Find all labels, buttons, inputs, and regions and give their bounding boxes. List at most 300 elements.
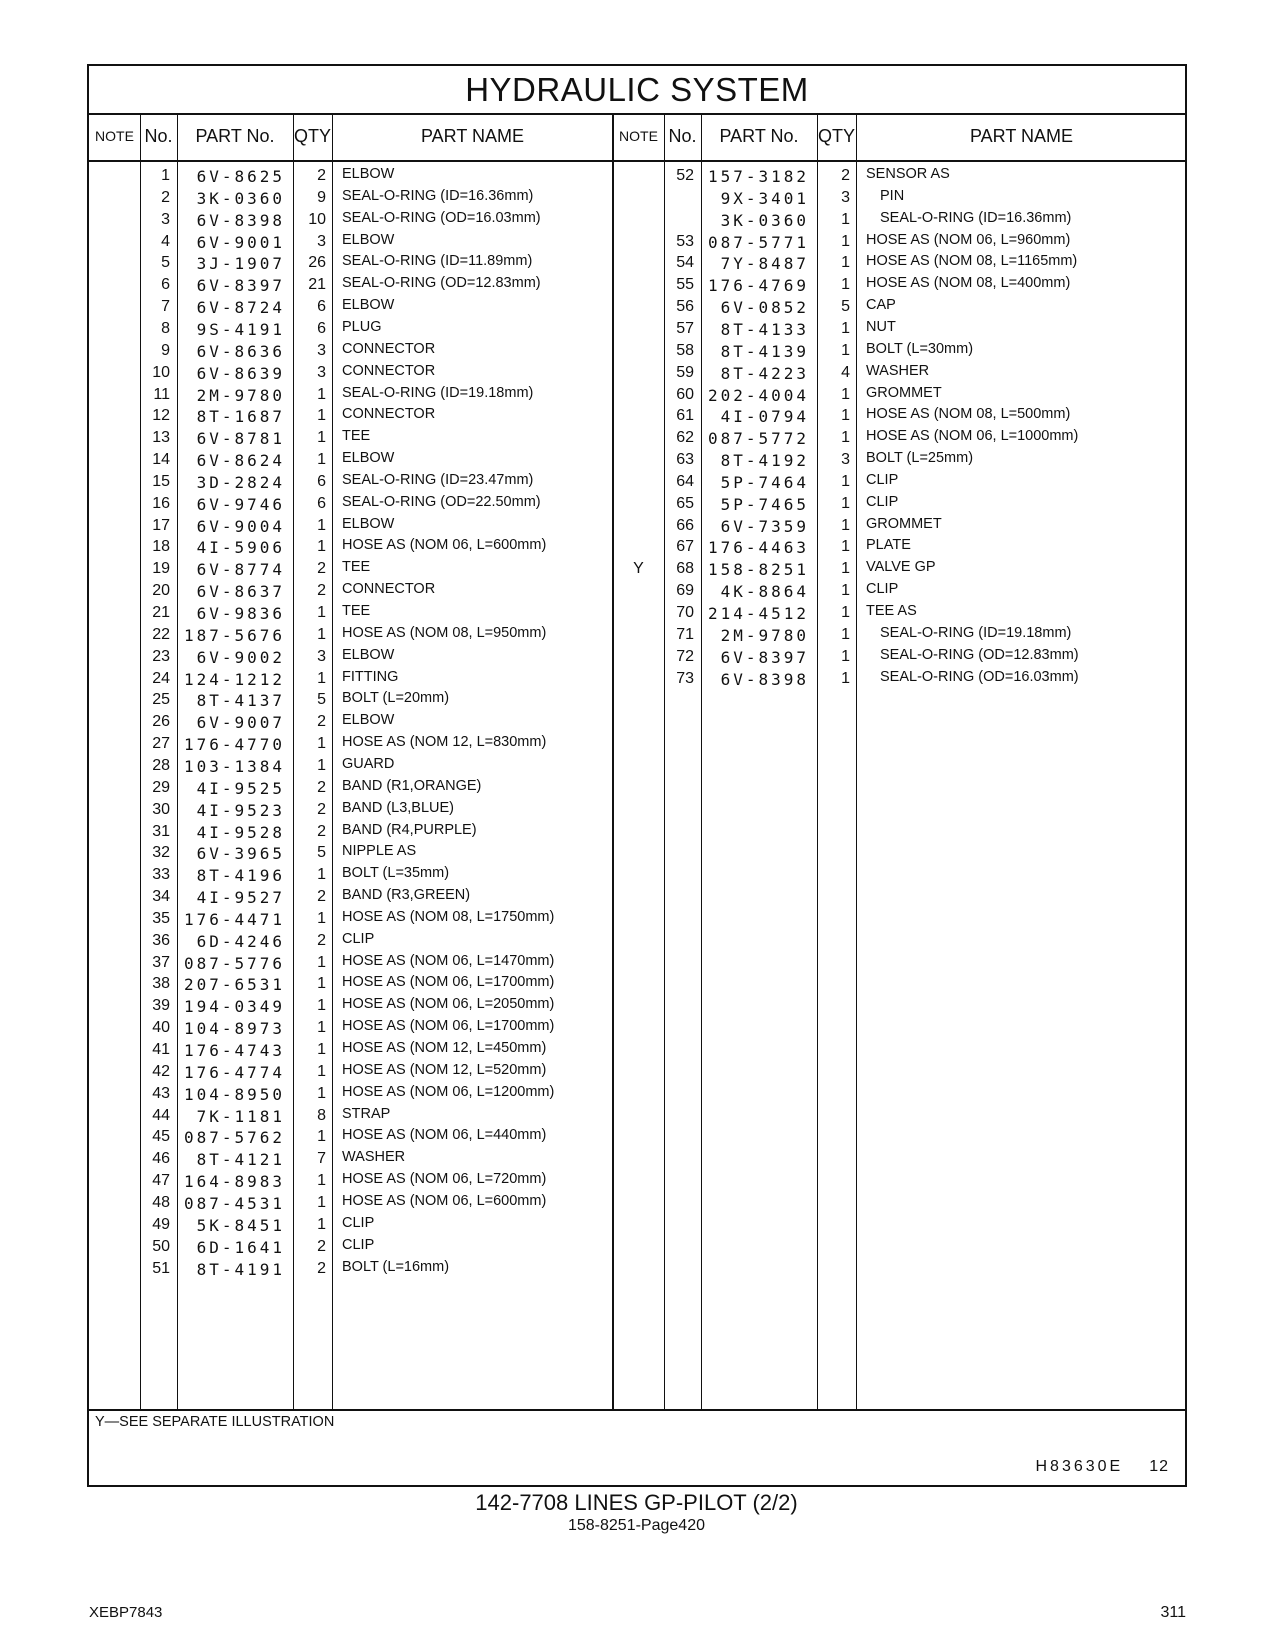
quantity: 1: [841, 254, 850, 272]
part-number: 6V-8724: [196, 298, 285, 318]
part-name: BAND (R1,ORANGE): [342, 777, 482, 794]
table-row: [89, 691, 613, 714]
part-number: 176-4471: [183, 909, 285, 929]
part-name: HOSE AS (NOM 06, L=2050mm): [342, 996, 555, 1013]
item-number: 51: [152, 1259, 170, 1277]
quantity: 1: [841, 319, 850, 337]
part-number: 087-5762: [183, 1128, 285, 1148]
part-name: BAND (L3,BLUE): [342, 799, 455, 816]
header-note-right: NOTE: [619, 128, 658, 144]
part-number: 6V-8637: [196, 582, 285, 602]
quantity: 1: [317, 975, 326, 993]
item-number: 50: [152, 1237, 170, 1255]
part-number: 3K-0360: [196, 188, 285, 208]
item-number: 53: [676, 232, 694, 250]
quantity: 6: [317, 298, 326, 316]
table-row: [613, 233, 1187, 256]
part-number: 176-4770: [183, 735, 285, 755]
part-number: 6V-8398: [196, 210, 285, 230]
item-number: 68: [676, 560, 694, 578]
quantity: 1: [317, 451, 326, 469]
item-number: 9: [161, 341, 170, 359]
part-name: BOLT (L=30mm): [866, 340, 974, 357]
item-number: 14: [152, 451, 170, 469]
part-name: HOSE AS (NOM 08, L=500mm): [866, 406, 1071, 423]
quantity: 1: [841, 210, 850, 228]
item-number: 8: [161, 319, 170, 337]
quantity: 1: [841, 385, 850, 403]
item-number: 40: [152, 1019, 170, 1037]
part-number: 214-4512: [707, 604, 809, 623]
part-number: 164-8983: [183, 1172, 285, 1192]
item-number: 29: [152, 778, 170, 796]
part-number: 124-1212: [183, 669, 285, 689]
part-number: 6V-9004: [196, 516, 285, 536]
item-number: 36: [152, 931, 170, 949]
table-row: [89, 407, 613, 430]
ref-code: H83630E: [1035, 1458, 1124, 1475]
part-number: 176-4463: [707, 538, 809, 558]
item-number: 27: [152, 735, 170, 753]
table-row: [89, 844, 613, 867]
part-number: 7Y-8487: [720, 254, 809, 274]
table-row: [89, 189, 613, 212]
item-number: 13: [152, 429, 170, 447]
table-row: [613, 582, 1187, 605]
quantity: 2: [841, 167, 850, 184]
part-name: PLUG: [342, 318, 382, 335]
table-row: [89, 932, 613, 955]
part-name: FITTING: [342, 668, 399, 685]
quantity: 1: [841, 494, 850, 512]
quantity: 1: [841, 429, 850, 447]
part-number: 4I-9528: [196, 822, 285, 842]
item-number: 61: [676, 407, 694, 425]
quantity: 1: [317, 1062, 326, 1080]
table-row: [89, 582, 613, 605]
part-number: 5K-8451: [196, 1215, 285, 1235]
part-name: GUARD: [342, 755, 395, 772]
quantity: 1: [841, 625, 850, 643]
item-number: 64: [676, 472, 694, 490]
part-number: 9S-4191: [196, 319, 285, 339]
part-number: 3K-0360: [720, 210, 809, 230]
part-name: HOSE AS (NOM 06, L=600mm): [342, 1192, 547, 1209]
table-row: [613, 276, 1187, 299]
table-row: [89, 670, 613, 693]
part-name: ELBOW: [342, 646, 395, 663]
item-number: 48: [152, 1193, 170, 1211]
quantity: 1: [317, 604, 326, 621]
item-number: 34: [152, 888, 170, 906]
part-name: HOSE AS (NOM 12, L=520mm): [342, 1061, 547, 1078]
part-number: 6V-8398: [720, 669, 809, 689]
header-qty-right: QTY: [817, 126, 855, 146]
table-row: [613, 648, 1187, 671]
item-number: 3: [161, 210, 170, 228]
table-row: [89, 364, 613, 387]
part-number: 4I-5906: [196, 538, 285, 558]
table-row: [613, 407, 1187, 430]
item-number: 72: [676, 647, 694, 665]
part-name: SEAL-O-RING (ID=19.18mm): [342, 384, 534, 401]
part-name: SEAL-O-RING (OD=22.50mm): [342, 493, 541, 510]
table-row: [89, 167, 613, 190]
item-number: 45: [152, 1128, 170, 1146]
quantity: 3: [841, 451, 850, 469]
part-name: TEE AS: [866, 603, 917, 619]
table-row: [89, 211, 613, 234]
part-number: 4I-9527: [196, 888, 285, 908]
part-number: 104-8950: [183, 1084, 285, 1104]
part-number: 6V-8625: [196, 167, 285, 186]
parts-table-frame: [87, 64, 1187, 1487]
table-row: [89, 626, 613, 649]
item-number: 23: [152, 647, 170, 665]
part-name: CLIP: [342, 1214, 375, 1231]
part-number: 207-6531: [183, 975, 285, 995]
table-row: [89, 1260, 613, 1283]
item-number: 21: [152, 604, 170, 621]
part-name: HOSE AS (NOM 08, L=950mm): [342, 624, 547, 641]
part-number: 6D-4246: [196, 931, 285, 951]
table-row: [613, 342, 1187, 365]
part-number: 6V-8636: [196, 341, 285, 361]
part-number: 176-4743: [183, 1041, 285, 1060]
item-number: 66: [676, 516, 694, 534]
table-row: [89, 429, 613, 452]
table-row: [89, 451, 613, 474]
part-name: CONNECTOR: [342, 362, 436, 379]
part-name: NUT: [866, 318, 896, 335]
item-number: 71: [676, 625, 694, 643]
quantity: 2: [317, 1237, 326, 1255]
quantity: 26: [308, 254, 326, 272]
item-number: 59: [676, 363, 694, 381]
item-number: 41: [152, 1041, 170, 1058]
table-row: [89, 538, 613, 561]
part-number: 2M-9780: [720, 625, 809, 645]
part-name: BOLT (L=25mm): [866, 450, 974, 467]
quantity: 1: [317, 1193, 326, 1211]
part-name: VALVE GP: [866, 559, 936, 576]
part-name: SEAL-O-RING (ID=23.47mm): [342, 471, 534, 488]
group-subref: 158-8251-Page420: [567, 1517, 705, 1534]
table-row: [89, 823, 613, 846]
item-number: 19: [152, 560, 170, 578]
quantity: 1: [317, 407, 326, 425]
part-number: 6V-7359: [720, 516, 809, 536]
table-row: [89, 1172, 613, 1195]
header-part-no-right: PART No.: [719, 126, 799, 146]
quantity: 2: [317, 888, 326, 906]
item-number: 5: [161, 254, 170, 272]
quantity: 5: [317, 844, 326, 862]
part-number: 6V-9746: [196, 494, 285, 514]
footnote: Y—SEE SEPARATE ILLUSTRATION: [95, 1414, 335, 1430]
item-number: 15: [152, 472, 170, 490]
table-row: [613, 517, 1187, 540]
item-number: 52: [676, 167, 694, 184]
item-number: 28: [152, 756, 170, 774]
part-number: 4I-9525: [196, 778, 285, 798]
quantity: 1: [841, 582, 850, 600]
part-name: GROMMET: [866, 384, 942, 401]
quantity: 1: [841, 647, 850, 665]
part-name: ELBOW: [342, 712, 395, 729]
part-name: WASHER: [342, 1149, 406, 1166]
table-row: [89, 386, 613, 409]
part-name: HOSE AS (NOM 12, L=450mm): [342, 1040, 547, 1056]
part-name: SEAL-O-RING (ID=16.36mm): [342, 187, 534, 204]
table-row: [89, 1063, 613, 1086]
item-number: 38: [152, 975, 170, 993]
table-row: [89, 1150, 613, 1173]
table-row: [89, 910, 613, 933]
table-row: [613, 451, 1187, 474]
part-number: 8T-4137: [196, 691, 285, 711]
part-number: 202-4004: [707, 385, 809, 405]
item-number: 18: [152, 538, 170, 556]
part-name: SEAL-O-RING (OD=12.83mm): [342, 275, 541, 292]
part-name: HOSE AS (NOM 06, L=720mm): [342, 1171, 547, 1188]
quantity: 2: [317, 1259, 326, 1277]
part-number: 176-4774: [183, 1062, 285, 1082]
item-number: 67: [676, 538, 694, 556]
item-number: 69: [676, 582, 694, 600]
part-name: SEAL-O-RING (OD=16.03mm): [342, 209, 541, 226]
header-no-left: No.: [144, 126, 173, 146]
item-number: 32: [152, 844, 170, 862]
quantity: 9: [317, 188, 326, 206]
item-number: 60: [676, 385, 694, 403]
table-row: [613, 560, 1187, 583]
quantity: 1: [317, 756, 326, 774]
quantity: 1: [317, 385, 326, 403]
part-number: 087-5771: [707, 232, 809, 252]
part-name: TEE: [342, 603, 371, 619]
quantity: 1: [841, 276, 850, 294]
item-number: 24: [152, 669, 170, 687]
part-number: 6V-9001: [196, 232, 285, 252]
part-name: BOLT (L=16mm): [342, 1258, 450, 1275]
part-name: HOSE AS (NOM 06, L=1700mm): [342, 1018, 555, 1035]
quantity: 5: [317, 691, 326, 709]
quantity: 1: [841, 232, 850, 250]
item-number: 73: [676, 669, 694, 687]
table-row: [89, 298, 613, 321]
part-name: CONNECTOR: [342, 581, 436, 598]
item-number: 46: [152, 1150, 170, 1168]
table-row: [89, 954, 613, 977]
table-row: [613, 298, 1187, 321]
item-number: 26: [152, 713, 170, 731]
part-name: SEAL-O-RING (ID=16.36mm): [880, 209, 1072, 226]
part-name: CLIP: [866, 581, 899, 598]
quantity: 1: [317, 625, 326, 643]
quantity: 1: [841, 538, 850, 556]
item-number: 49: [152, 1215, 170, 1233]
quantity: 1: [317, 909, 326, 927]
part-number: 4I-0794: [720, 407, 809, 427]
item-number: 62: [676, 429, 694, 447]
table-row: [613, 189, 1187, 212]
quantity: 1: [317, 953, 326, 971]
quantity: 2: [317, 560, 326, 578]
part-number: 194-0349: [183, 997, 285, 1017]
part-name: HOSE AS (NOM 06, L=960mm): [866, 231, 1071, 248]
quantity: 1: [841, 516, 850, 534]
part-number: 8T-4191: [196, 1259, 285, 1279]
part-number: 5P-7465: [720, 494, 809, 514]
table-row: [613, 473, 1187, 496]
table-row: [89, 560, 613, 583]
table-row: [613, 670, 1187, 693]
quantity: 1: [317, 866, 326, 884]
part-number: 6V-8397: [720, 647, 809, 667]
group-subtitle: 142-7708 LINES GP-PILOT (2/2): [475, 1490, 798, 1515]
part-name: SENSOR AS: [866, 166, 950, 182]
quantity: 1: [317, 516, 326, 534]
quantity: 3: [317, 341, 326, 359]
quantity: 2: [317, 713, 326, 731]
quantity: 2: [317, 822, 326, 840]
quantity: 3: [317, 647, 326, 665]
table-row: [89, 342, 613, 365]
part-name: CLIP: [342, 930, 375, 947]
part-name: HOSE AS (NOM 08, L=400mm): [866, 275, 1071, 292]
table-row: [613, 167, 1187, 190]
part-number: 187-5676: [183, 625, 285, 645]
part-number: 8T-4223: [720, 363, 809, 383]
part-number: 6V-0852: [720, 298, 809, 318]
table-row: [89, 320, 613, 343]
part-number: 5P-7464: [720, 472, 809, 492]
part-number: 8T-4121: [196, 1150, 285, 1170]
quantity: 3: [317, 363, 326, 381]
table-row: [613, 254, 1187, 277]
table-row: [613, 429, 1187, 452]
part-name: PLATE: [866, 537, 911, 554]
header-note-left: NOTE: [95, 128, 134, 144]
page-title: HYDRAULIC SYSTEM: [89, 66, 1185, 115]
part-number: 8T-4196: [196, 866, 285, 886]
part-number: 6V-8774: [196, 560, 285, 580]
quantity: 1: [317, 1172, 326, 1190]
part-number: 6D-1641: [196, 1237, 285, 1257]
table-row: [89, 648, 613, 671]
header-part-name-right: PART NAME: [969, 126, 1074, 146]
table-row: [613, 538, 1187, 561]
part-number: 6V-3965: [196, 844, 285, 864]
part-number: 7K-1181: [196, 1106, 285, 1126]
table-row: [89, 254, 613, 277]
item-number: 57: [676, 319, 694, 337]
quantity: 8: [317, 1106, 326, 1124]
part-name: BOLT (L=35mm): [342, 865, 450, 882]
quantity: 1: [317, 538, 326, 556]
part-name: BAND (R3,GREEN): [342, 887, 471, 904]
table-row: [89, 233, 613, 256]
page-number: 311: [1160, 1604, 1186, 1621]
item-number: 17: [152, 516, 170, 534]
quantity: 10: [308, 210, 326, 228]
quantity: 1: [841, 341, 850, 359]
part-number: 104-8973: [183, 1019, 285, 1039]
part-number: 8T-4192: [720, 451, 809, 471]
item-number: 54: [676, 254, 694, 272]
part-number: 4I-9523: [196, 800, 285, 820]
part-name: BOLT (L=20mm): [342, 690, 450, 707]
item-number: 12: [152, 407, 170, 425]
quantity: 1: [841, 669, 850, 687]
part-number: 6V-9002: [196, 647, 285, 667]
table-row: [89, 1238, 613, 1261]
part-number: 3J-1907: [196, 254, 285, 274]
table-row: [89, 495, 613, 518]
table-row: [89, 473, 613, 496]
item-number: 55: [676, 276, 694, 294]
part-name: HOSE AS (NOM 08, L=1165mm): [866, 253, 1078, 270]
table-row: [89, 975, 613, 998]
table-row: [613, 604, 1187, 627]
part-name: CONNECTOR: [342, 406, 436, 423]
ref-number: 12: [1149, 1458, 1169, 1475]
table-row: [89, 1128, 613, 1151]
item-number: 4: [161, 232, 170, 250]
quantity: 1: [317, 429, 326, 447]
quantity: 3: [841, 188, 850, 206]
item-number: 39: [152, 997, 170, 1015]
table-header: [89, 113, 1185, 162]
table-row: [89, 1019, 613, 1042]
item-number: 11: [153, 385, 170, 403]
part-name: HOSE AS (NOM 06, L=1200mm): [342, 1083, 555, 1100]
part-name: ELBOW: [342, 297, 395, 314]
quantity: 1: [317, 1215, 326, 1233]
item-number: 10: [152, 363, 170, 381]
header-qty-left: QTY: [293, 126, 331, 146]
part-name: WASHER: [866, 362, 930, 379]
part-number: 158-8251: [707, 560, 809, 580]
table-row: [89, 757, 613, 780]
part-name: STRAP: [342, 1105, 391, 1122]
part-number: 157-3182: [707, 167, 809, 186]
item-number: 58: [676, 341, 694, 359]
part-number: 087-4531: [183, 1193, 285, 1213]
item-number: 44: [152, 1106, 170, 1124]
item-number: 6: [161, 276, 170, 294]
item-number: 47: [152, 1172, 170, 1190]
item-number: 7: [161, 298, 170, 316]
header-no-right: No.: [668, 126, 697, 146]
quantity: 1: [317, 1041, 326, 1058]
quantity: 2: [317, 167, 326, 184]
part-name: CLIP: [342, 1236, 375, 1253]
part-name: GROMMET: [866, 515, 942, 532]
quantity: 21: [308, 276, 326, 294]
part-name: ELBOW: [342, 166, 395, 182]
item-number: 22: [152, 625, 170, 643]
part-name: HOSE AS (NOM 12, L=830mm): [342, 734, 547, 751]
part-name: BAND (R4,PURPLE): [342, 821, 477, 838]
item-number: 35: [152, 909, 170, 927]
quantity: 1: [841, 407, 850, 425]
reference-code: [1035, 1458, 1169, 1476]
part-number: 2M-9780: [196, 385, 285, 405]
item-number: 20: [152, 582, 170, 600]
part-name: SEAL-O-RING (ID=11.89mm): [342, 253, 533, 270]
